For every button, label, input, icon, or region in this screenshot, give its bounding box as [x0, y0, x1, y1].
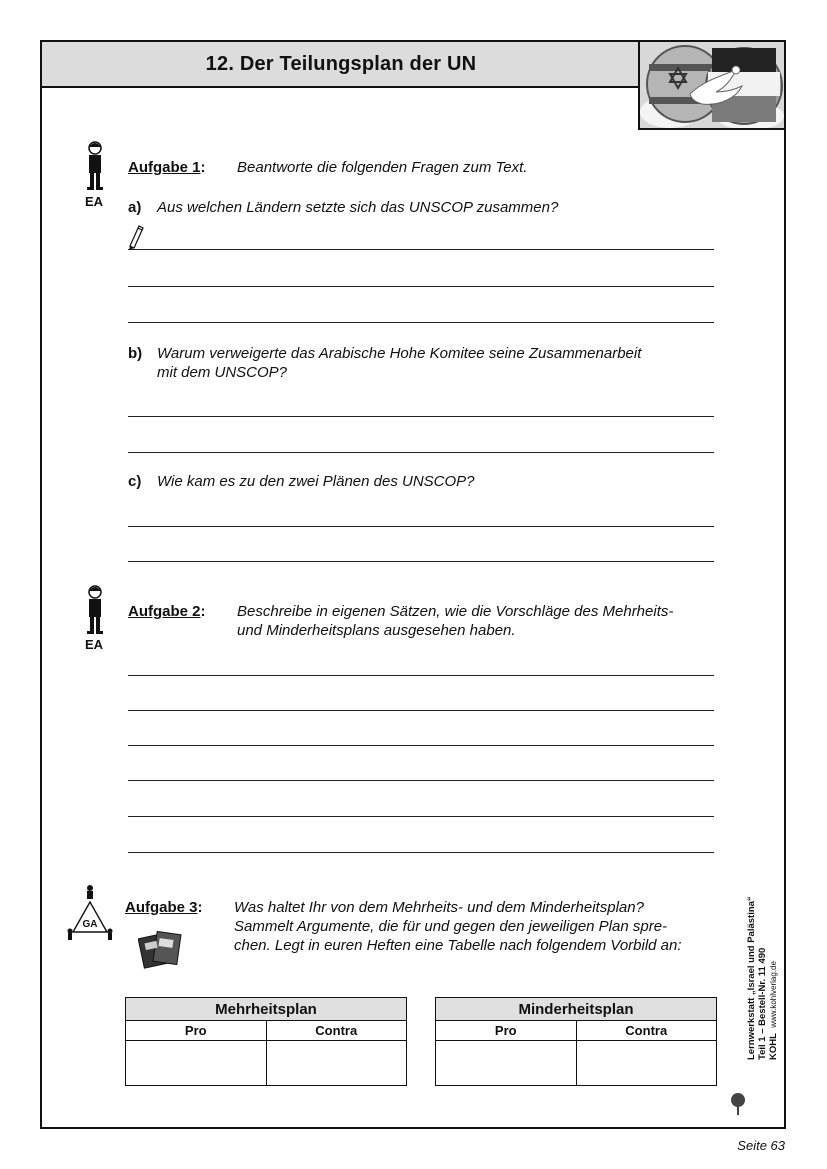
- answer-line[interactable]: [128, 452, 714, 453]
- notebooks-icon: [138, 928, 186, 975]
- task2-heading: [128, 602, 206, 621]
- table-cell-contra[interactable]: [266, 1041, 407, 1086]
- answer-line[interactable]: [128, 322, 714, 323]
- title-bar: [40, 40, 640, 88]
- minority-plan-table: [435, 997, 717, 1086]
- series-info: [746, 896, 779, 1060]
- task3-instruction: Was haltet Ihr von dem Mehrheits- und dem Minderheitsplan?: [234, 899, 644, 916]
- question-text: Warum verweigerte das Arabische Hohe Komitee seine Zusammenarbeit: [157, 345, 642, 362]
- page-number: Seite 63: [737, 1138, 785, 1153]
- answer-line[interactable]: [128, 745, 714, 746]
- task-colon: :: [200, 603, 206, 620]
- table-header-pro: Pro: [436, 1021, 577, 1041]
- pencil-icon: [126, 222, 144, 255]
- question-text: mit dem UNSCOP?: [157, 364, 288, 381]
- single-work-person-icon: [84, 141, 106, 196]
- question-letter: c): [128, 473, 142, 490]
- question-text: Wie kam es zu den zwei Plänen des UNSCOP?: [157, 473, 475, 490]
- series-title: Lernwerkstatt „Israel und Palästina“: [746, 896, 757, 1060]
- single-work-person-icon: [84, 585, 106, 640]
- task-colon: :: [197, 899, 203, 916]
- answer-line[interactable]: [128, 561, 714, 562]
- answer-line[interactable]: [128, 780, 714, 781]
- table-cell-pro[interactable]: [126, 1041, 267, 1086]
- answer-line[interactable]: [128, 249, 714, 250]
- task3-heading: [125, 898, 203, 917]
- task-label: Aufgabe 1: [128, 159, 201, 176]
- question-letter: b): [128, 345, 143, 362]
- answer-line[interactable]: [128, 526, 714, 527]
- israel-palestine-dove-logo: [638, 40, 786, 130]
- task2-instruction: und Minderheitsplans ausgesehen haben.: [237, 622, 516, 639]
- question-text: Aus welchen Ländern setzte sich das UNSCOP zusammen?: [157, 199, 559, 216]
- page-title: 12. Der Teilungsplan der UN: [205, 52, 477, 75]
- task3-instruction: Sammelt Argumente, die für und gegen den jeweiligen Plan spre-: [234, 918, 668, 935]
- task-colon: :: [200, 159, 206, 176]
- answer-line[interactable]: [128, 286, 714, 287]
- work-mode-label: EA: [85, 637, 104, 652]
- answer-line[interactable]: [128, 816, 714, 817]
- task1-instruction: Beantworte die folgenden Fragen zum Text.: [237, 159, 528, 176]
- table-title: Mehrheitsplan: [126, 998, 407, 1021]
- answer-line[interactable]: [128, 416, 714, 417]
- answer-line[interactable]: [128, 710, 714, 711]
- table-title: Minderheitsplan: [436, 998, 717, 1021]
- publisher-tree-logo: [730, 1092, 746, 1121]
- order-number: Teil 1 – Bestell-Nr. 11 490: [757, 947, 768, 1060]
- table-cell-pro[interactable]: [436, 1041, 577, 1086]
- svg-text:GA: GA: [82, 919, 98, 930]
- task2-instruction: Beschreibe in eigenen Sätzen, wie die Vorschläge des Mehrheits-: [237, 603, 674, 620]
- majority-plan-table: [125, 997, 407, 1086]
- task-label: Aufgabe 3: [125, 899, 198, 916]
- table-header-pro: Pro: [126, 1021, 267, 1041]
- answer-line[interactable]: [128, 852, 714, 853]
- answer-line[interactable]: [128, 675, 714, 676]
- publisher-website: www.kohlverlag.de: [769, 961, 778, 1028]
- task3-instruction: chen. Legt in euren Heften eine Tabelle nach folgendem Vorbild an:: [234, 937, 682, 954]
- group-work-triangle-icon: [66, 884, 114, 947]
- task-label: Aufgabe 2: [128, 603, 201, 620]
- question-letter: a): [128, 199, 142, 216]
- table-cell-contra[interactable]: [576, 1041, 717, 1086]
- table-header-contra: Contra: [576, 1021, 717, 1041]
- task1-heading: [128, 158, 206, 177]
- table-header-contra: Contra: [266, 1021, 407, 1041]
- work-mode-label: EA: [85, 194, 104, 209]
- publisher-name: KOHL: [768, 1033, 779, 1060]
